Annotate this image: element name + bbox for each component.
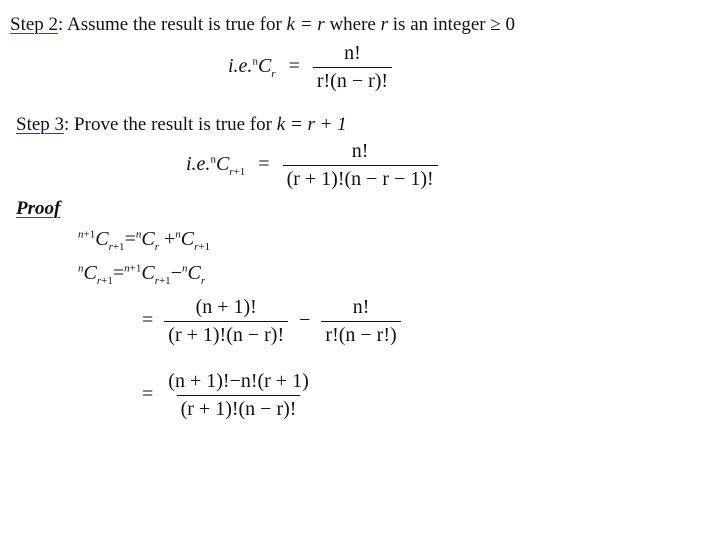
step3-line [16,114,347,136]
step2-text: : Assume the result is true for [58,14,287,35]
proof-label: Proof [16,198,61,219]
proof-heading [16,198,60,220]
step3-text: : Prove the result is true for [64,114,277,135]
step2-tail: is an integer ≥ 0 [388,14,516,35]
step2-mid: where [324,14,381,35]
eq5-fraction-1 [164,296,288,347]
eq2: $i.e.^nC_{r+1}$ = $\frac{n!}{(r + 1)!(n - r - 1)!}$ [186,140,438,191]
eq1-fraction [313,42,392,93]
eq6-fraction [164,370,312,421]
step2-condition: k = r [286,14,325,35]
eq1: $i.e.^nC_r$ = $\frac{n!}{r!(n - r)!}$ [228,42,392,93]
eq5-operator: − [299,309,311,332]
eq5-denominator-1: (r + 1)!(n − r)! [164,321,288,347]
eq5-fraction-2 [321,296,400,347]
eq6-numerator: (n + 1)!−n!(r + 1) [168,370,309,392]
eq2-numerator: n! [351,140,369,162]
step2-line [10,14,515,36]
step3-condition: k = r + 1 [276,114,347,135]
eq1-numerator: n! [344,42,361,64]
eq5-numerator-2: n! [352,296,370,318]
eq3: $^{n+1}C_{r+1}=^nC_r +^nC_{r+1}$ [78,228,211,253]
step2-label: Step 2 [10,14,59,35]
eq5-denominator-2: r!(n − r!) [321,321,400,347]
eq6: = $\frac{(n + 1)!-n!(r + 1)}{(r + 1)!(n - r)!}$ [142,370,313,421]
eq5: = $\frac{(n + 1)!}{(r + 1)!(n - r)!}$ − $\frac{n!}{r!(n - r!)}$ [142,296,401,347]
eq2-denominator: (r + 1)!(n − r − 1)! [283,165,438,191]
step2-var: r [380,14,389,35]
eq6-denominator: (r + 1)!(n − r)! [177,395,301,421]
eq4: $^nC_{r+1}=^{n+1}C_{r+1}-^nC_r$ [78,262,206,287]
eq1-prefix: i.e. [228,55,253,78]
eq2-fraction [283,140,438,191]
eq5-numerator-1: (n + 1)! [195,296,257,318]
eq2-prefix: i.e. [186,153,211,176]
eq1-denominator: r!(n − r)! [313,67,392,93]
step3-label: Step 3 [16,114,65,135]
